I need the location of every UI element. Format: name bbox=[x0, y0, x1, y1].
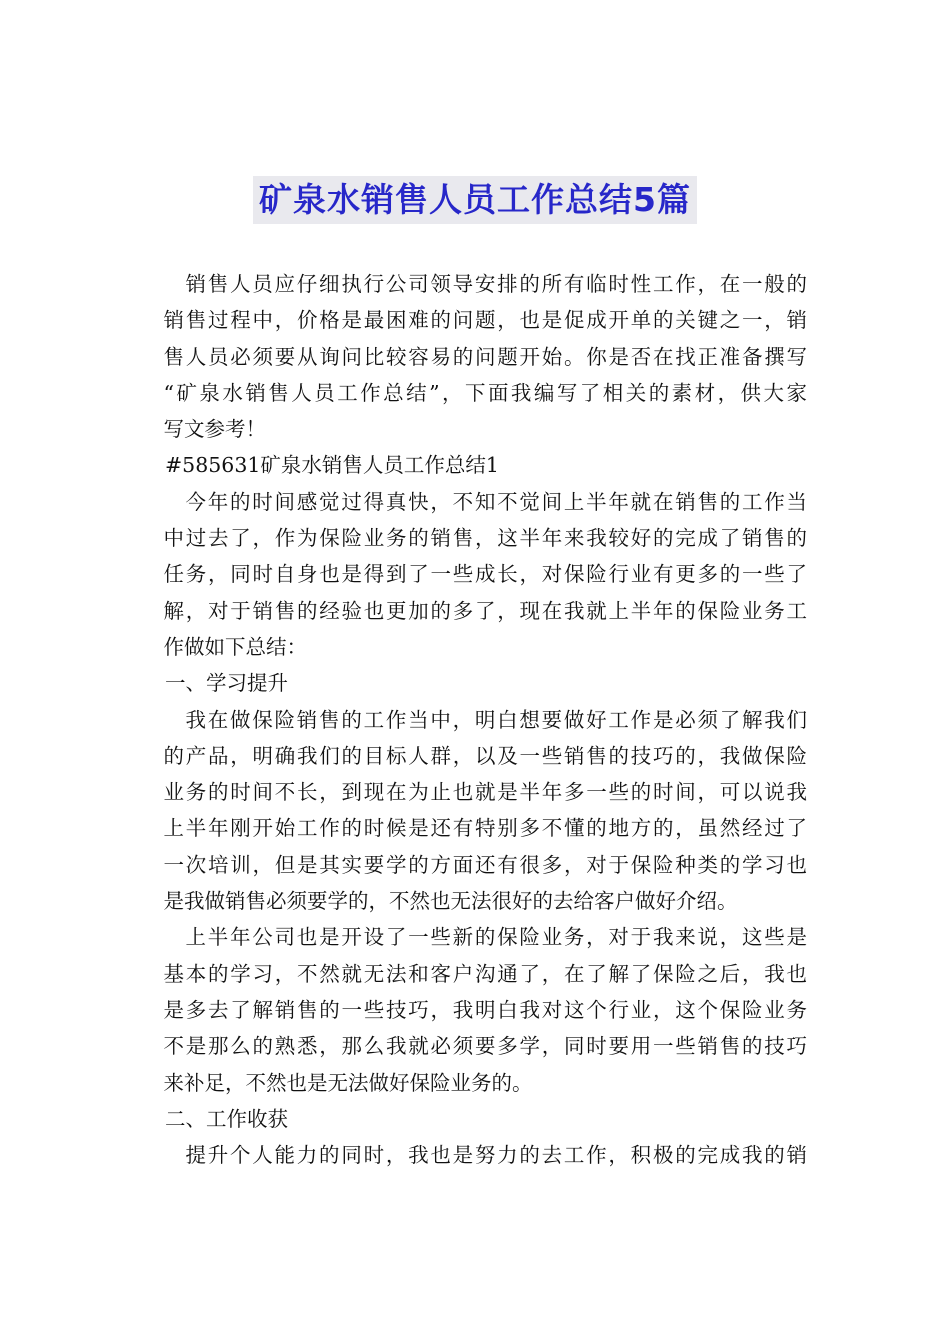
body-paragraph bbox=[143, 702, 807, 920]
text-line: 提升个人能力的同时，我也是努力的去工作，积极的完成我的销 bbox=[185, 1143, 807, 1168]
text-line: “矿泉水销售人员工作总结”，下面我编写了相关的素材，供大家 bbox=[163, 380, 807, 405]
text-line: 不是那么的熟悉，那么我就必须要多学，同时要用一些销售的技巧 bbox=[163, 1034, 807, 1059]
title-container bbox=[0, 176, 950, 224]
text-line: 今年的时间感觉过得真快，不知不觉间上半年就在销售的工作当 bbox=[185, 489, 807, 514]
text-line: 上半年公司也是开设了一些新的保险业务，对于我来说，这些是 bbox=[185, 925, 807, 950]
subsection-heading: 一、学习提升 bbox=[165, 671, 288, 696]
body-paragraph bbox=[143, 919, 807, 1100]
text-line: 上半年刚开始工作的时候是还有特别多不懂的地方的，虽然经过了 bbox=[163, 816, 807, 841]
text-line: 是多去了解销售的一些技巧，我明白我对这个行业，这个保险业务 bbox=[163, 997, 807, 1022]
text-line: 销售人员应仔细执行公司领导安排的所有临时性工作，在一般的 bbox=[185, 272, 807, 296]
document-body bbox=[143, 266, 807, 1173]
text-line: 基本的学习，不然就无法和客户沟通了，在了解了保险之后，我也 bbox=[163, 961, 807, 986]
text-line: 的产品，明确我们的目标人群，以及一些销售的技巧的，我做保险 bbox=[163, 743, 807, 768]
text-line: 中过去了，作为保险业务的销售，这半年来我较好的完成了销售的 bbox=[163, 526, 807, 551]
text-line: 一次培训，但是其实要学的方面还有很多，对于保险种类的学习也 bbox=[163, 852, 807, 877]
text-line: 是我做销售必须要学的，不然也无法很好的去给客户做好介绍。 bbox=[163, 889, 738, 914]
body-paragraph bbox=[143, 484, 807, 665]
text-line: 售人员必须要从询问比较容易的问题开始。你是否在找正准备撰写 bbox=[163, 344, 807, 369]
text-line: 解，对于销售的经验也更加的多了，现在我就上半年的保险业务工 bbox=[163, 598, 807, 623]
text-line: 作做如下总结： bbox=[163, 634, 307, 659]
text-line: 销售过程中，价格是最困难的问题，也是促成开单的关键之一，销 bbox=[163, 308, 807, 333]
text-line: 我在做保险销售的工作当中，明白想要做好工作是必须了解我们 bbox=[185, 707, 807, 732]
text-line: 任务，同时自身也是得到了一些成长，对保险行业有更多的一些了 bbox=[163, 562, 807, 587]
document-title: 矿泉水销售人员工作总结5篇 bbox=[253, 176, 697, 224]
text-line: 写文参考！ bbox=[163, 417, 266, 442]
body-paragraph bbox=[143, 1137, 807, 1173]
text-line: 业务的时间不长，到现在为止也就是半年多一些的时间，可以说我 bbox=[163, 780, 807, 805]
intro-paragraph bbox=[143, 266, 807, 447]
subsection-heading: 二、工作收获 bbox=[165, 1106, 288, 1131]
section-heading: #585631矿泉水销售人员工作总结1 bbox=[165, 453, 499, 478]
text-line: 来补足，不然也是无法做好保险业务的。 bbox=[163, 1070, 533, 1095]
